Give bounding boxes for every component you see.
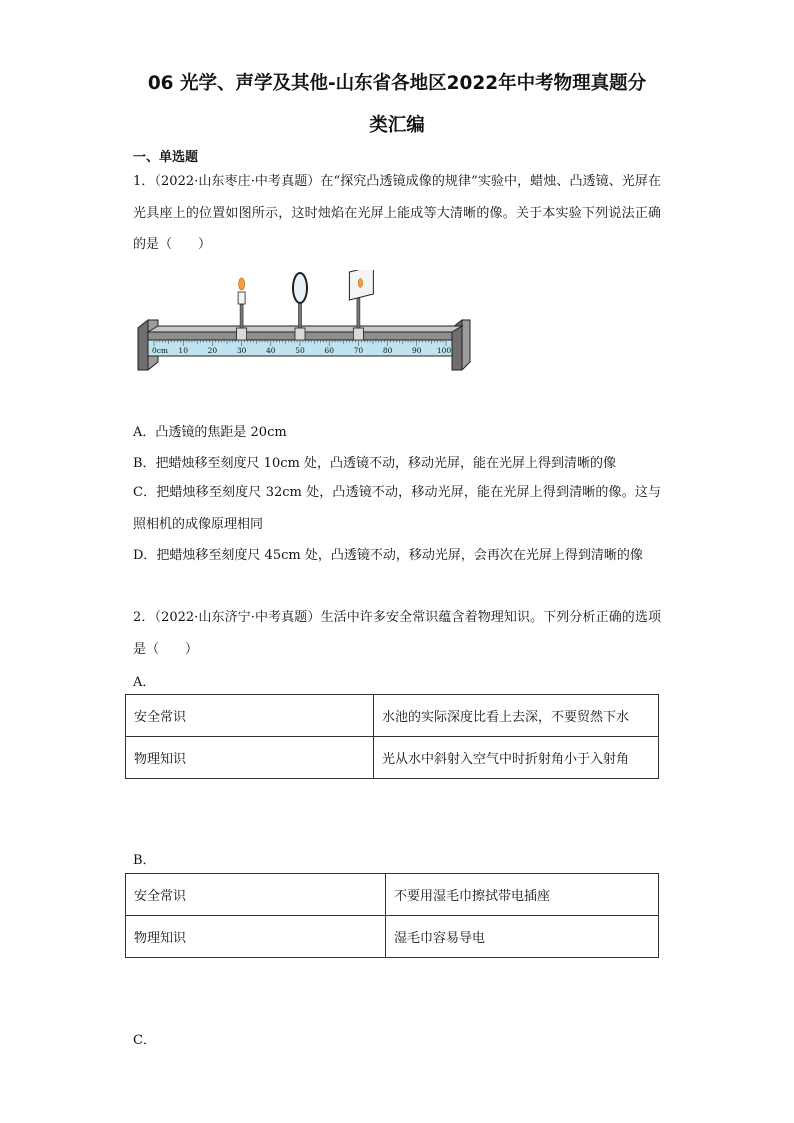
- table-row: [126, 874, 659, 916]
- section-heading: 一、单选题: [133, 150, 199, 165]
- scale-tick-label: 40: [266, 346, 276, 355]
- candle: [237, 278, 247, 340]
- convex-lens: [293, 273, 307, 340]
- scale-tick-label: 50: [295, 346, 305, 355]
- table-option-b: [125, 873, 659, 958]
- table-row: [126, 737, 659, 779]
- option-c-label: C．: [133, 1033, 156, 1048]
- table-cell: 光从水中斜射入空气中时折射角小于入射角: [374, 737, 659, 779]
- scale-tick-label: 20: [207, 346, 218, 355]
- table-cell: 物理知识: [126, 916, 386, 958]
- optical-bench-figure: [136, 270, 472, 374]
- option-b-label: B．: [133, 853, 156, 868]
- table-cell: 湿毛巾容易导电: [386, 916, 659, 958]
- option-c: C．把蜡烛移至刻度尺 32cm 处，凸透镜不动，移动光屏，能在光屏上得到清晰的像。这与照相机的成像原理相同: [133, 485, 661, 532]
- scale-tick-label: 30: [236, 346, 247, 355]
- scale-tick-label: 80: [382, 346, 393, 355]
- table-option-a: [125, 694, 659, 779]
- scale-tick-label: 60: [324, 346, 334, 355]
- option-a-label: A．: [133, 675, 156, 690]
- table-cell: 物理知识: [126, 737, 374, 779]
- table-row: [126, 695, 659, 737]
- question-1-stem: 1．（2022·山东枣庄·中考真题）在“探究凸透镜成像的规律”实验中，蜡烛、凸透镜、光屏在光具座上的位置如图所示，这时烛焰在光屏上能成等大清晰的像。关于本实验下列说法正确的是（ ）: [133, 174, 661, 252]
- option-d: D．把蜡烛移至刻度尺 45cm 处，凸透镜不动，移动光屏，会再次在光屏上得到清晰的像: [133, 548, 643, 563]
- table-cell: 水池的实际深度比看上去深，不要贸然下水: [374, 695, 659, 737]
- option-a: A．凸透镜的焦距是 20cm: [133, 425, 287, 440]
- scale-tick-label: 10: [178, 346, 188, 355]
- table-cell: 安全常识: [126, 874, 386, 916]
- option-b: B．把蜡烛移至刻度尺 10cm 处，凸透镜不动，移动光屏，能在光屏上得到清晰的像: [133, 456, 616, 471]
- table-cell: 安全常识: [126, 695, 374, 737]
- table-row: [126, 916, 659, 958]
- table-cell: 不要用湿毛巾擦拭带电插座: [386, 874, 659, 916]
- scale-tick-label: 0cm: [151, 346, 169, 355]
- scale-tick-label: 100: [436, 346, 452, 355]
- question-2-stem: 2．（2022·山东济宁·中考真题）生活中许多安全常识蕴含着物理知识。下列分析正确的选项是（ ）: [133, 610, 661, 657]
- scale-tick-label: 70: [353, 346, 364, 355]
- document-title-line-1: 06 光学、声学及其他-山东省各地区2022年中考物理真题分: [147, 73, 647, 94]
- document-title-line-2: 类汇编: [369, 115, 425, 136]
- scale-tick-label: 90: [412, 346, 422, 355]
